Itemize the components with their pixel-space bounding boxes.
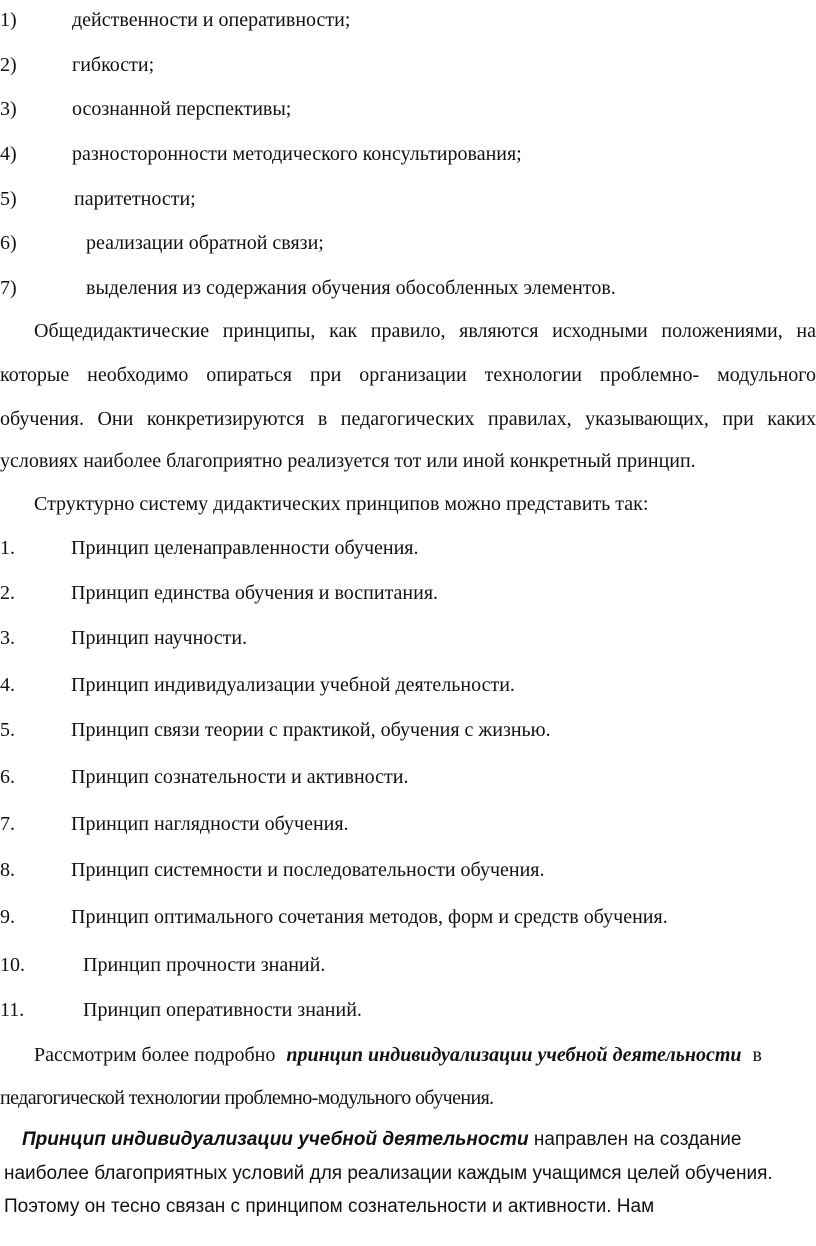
paragraph-line: Поэтому он тесно связан с принципом сознательности и активности. Нам	[4, 1196, 655, 1217]
list-text: паритетности;	[74, 188, 196, 210]
list-number: 6)	[0, 232, 17, 254]
list-text: Принцип наглядности обучения.	[71, 813, 349, 835]
list-number: 6.	[0, 766, 15, 788]
paragraph-line	[0, 1128, 816, 1152]
list-number: 5.	[0, 719, 15, 741]
list-text: Принцип оперативности знаний.	[83, 999, 362, 1021]
list-number: 2)	[0, 54, 17, 76]
paragraph-line: наиболее благоприятных условий для реализации каждым учащимся целей обучения.	[4, 1163, 773, 1184]
list-text: действенности и оперативности;	[72, 9, 351, 31]
emphasis-text: принцип индивидуализации учебной деятельности	[286, 1044, 742, 1066]
emphasis-text: Принцип индивидуализации учебной деятельности	[22, 1129, 529, 1150]
list-number: 11.	[0, 999, 25, 1021]
paragraph-line	[0, 1043, 816, 1067]
list-text: Принцип целенаправленности обучения.	[71, 537, 419, 559]
list-text: гибкости;	[72, 54, 155, 76]
list-number: 2.	[0, 582, 15, 604]
paragraph-line: педагогической технологии проблемно-модульного обучения.	[0, 1087, 494, 1109]
list-number: 10.	[0, 954, 25, 976]
list-text: реализации обратной связи;	[86, 232, 324, 254]
list-text: Принцип сознательности и активности.	[71, 766, 409, 788]
list-number: 1.	[0, 537, 15, 559]
list-number: 7)	[0, 277, 17, 299]
paragraph-line: условиях наиболее благоприятно реализуется тот или иной конкретный принцип.	[0, 450, 696, 472]
paragraph-structure-intro: Структурно систему дидактических принципов можно представить так:	[34, 493, 649, 515]
list-number: 5)	[0, 188, 17, 210]
list-text: осознанной перспективы;	[72, 98, 292, 120]
list-text: выделения из содержания обучения обособленных элементов.	[86, 277, 616, 299]
list-number: 3.	[0, 627, 15, 649]
list-text: Принцип прочности знаний.	[83, 954, 326, 976]
list-text: Принцип индивидуализации учебной деятельности.	[71, 674, 515, 696]
paragraph-line: обучения. Они конкретизируются в педагогических правилах, указывающих, при каких	[0, 408, 816, 430]
paragraph-line: которые необходимо опираться при организации технологии проблемно- модульного	[0, 364, 816, 386]
paragraph-text: направлен на создание	[528, 1129, 742, 1150]
list-text: Принцип оптимального сочетания методов, форм и средств обучения.	[71, 906, 668, 928]
list-number: 8.	[0, 859, 15, 881]
paragraph-text: в	[752, 1044, 762, 1066]
list-text: Принцип системности и последовательности обучения.	[71, 859, 545, 881]
list-number: 4.	[0, 674, 15, 696]
list-number: 7.	[0, 813, 15, 835]
list-number: 9.	[0, 906, 15, 928]
paragraph-line: Общедидактические принципы, как правило, являются исходными положениями, на	[34, 320, 816, 342]
list-text: Принцип единства обучения и воспитания.	[71, 582, 439, 604]
paragraph-text: Рассмотрим более подробно	[34, 1044, 276, 1066]
list-text: Принцип связи теории с практикой, обучения с жизнью.	[71, 719, 551, 741]
list-text: Принцип научности.	[71, 627, 248, 649]
list-number: 3)	[0, 98, 17, 120]
list-number: 1)	[0, 9, 17, 31]
list-number: 4)	[0, 143, 17, 165]
list-text: разносторонности методического консультирования;	[72, 143, 522, 165]
